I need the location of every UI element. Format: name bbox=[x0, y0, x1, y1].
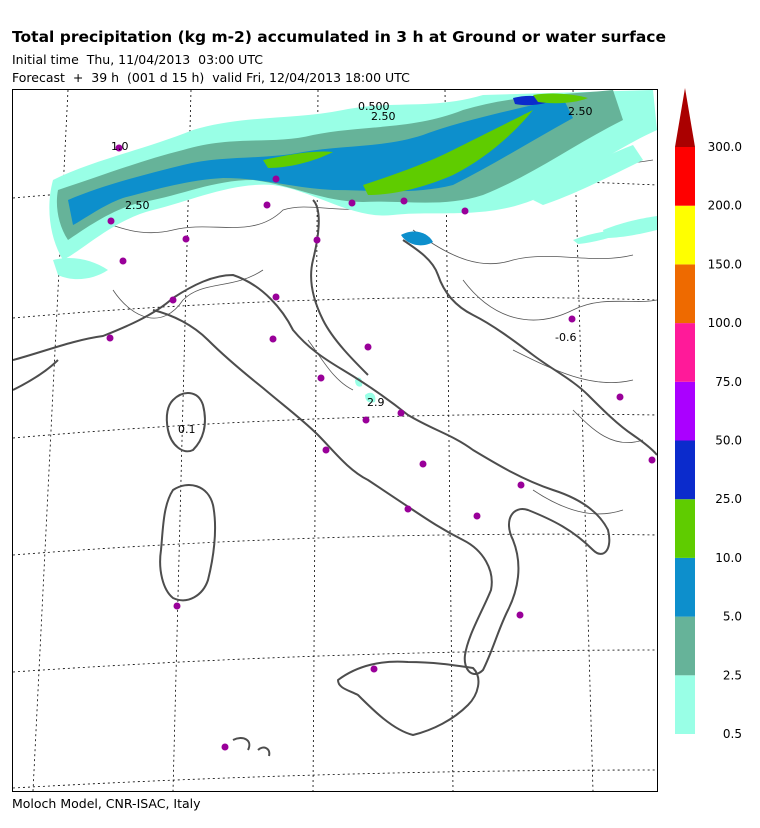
legend-band bbox=[675, 499, 695, 558]
legend-arrow bbox=[675, 88, 695, 147]
map-canvas bbox=[13, 90, 657, 791]
legend-band bbox=[675, 441, 695, 500]
contour-label: 2.9 bbox=[367, 396, 385, 409]
legend-label: 25.0 bbox=[715, 492, 742, 507]
legend-label: 300.0 bbox=[707, 140, 742, 154]
precipitation-field bbox=[49, 90, 657, 403]
legend-band bbox=[675, 264, 695, 323]
contour-label: 0.1 bbox=[178, 423, 196, 436]
contour-label: 1.0 bbox=[111, 140, 129, 153]
contour-label: -0.6 bbox=[555, 331, 577, 344]
legend-label: 2.5 bbox=[722, 668, 742, 683]
map-title: Total precipitation (kg m-2) accumulated in 3 h at Ground or water surface bbox=[12, 28, 666, 46]
legend-band bbox=[675, 323, 695, 382]
contour-label: 2.50 bbox=[371, 110, 396, 123]
legend-label: 5.0 bbox=[722, 609, 742, 624]
legend-label: 150.0 bbox=[707, 257, 742, 272]
model-credit: Moloch Model, CNR-ISAC, Italy bbox=[12, 796, 201, 811]
legend-label: 100.0 bbox=[707, 316, 742, 331]
station-markers bbox=[107, 145, 656, 751]
legend-labels bbox=[708, 140, 742, 738]
legend-band bbox=[675, 558, 695, 617]
legend-label: 75.0 bbox=[715, 374, 742, 389]
coastlines bbox=[13, 200, 657, 756]
precipitation-map bbox=[12, 89, 658, 792]
legend-band bbox=[675, 206, 695, 265]
contour-label: 2.50 bbox=[568, 105, 593, 118]
legend-label: 200.0 bbox=[707, 198, 742, 213]
contour-label: 2.50 bbox=[125, 199, 150, 212]
forecast-text: Forecast + 39 h (001 d 15 h) valid Fri, 12/04/2013 18:00 UTC bbox=[12, 70, 410, 85]
legend-band bbox=[675, 382, 695, 441]
legend-band bbox=[675, 147, 695, 206]
initial-time-text: Initial time Thu, 11/04/2013 03:00 UTC bbox=[12, 52, 263, 67]
legend-band bbox=[675, 617, 695, 676]
legend-label: 50.0 bbox=[715, 433, 742, 448]
legend-label: 10.0 bbox=[715, 550, 742, 565]
contour-label: 0.500 bbox=[358, 100, 390, 113]
legend-band bbox=[675, 675, 695, 734]
legend-canvas bbox=[660, 88, 760, 738]
color-legend bbox=[660, 88, 760, 738]
legend-label: 0.5 bbox=[722, 727, 742, 738]
legend-bands bbox=[675, 88, 695, 734]
